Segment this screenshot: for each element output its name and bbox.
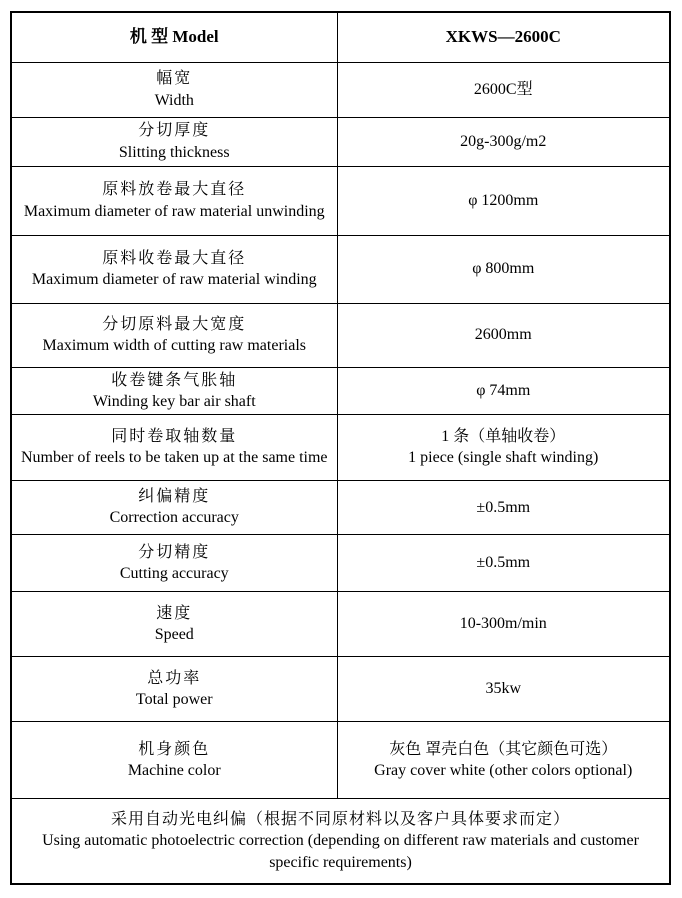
spec-value-cell (337, 303, 670, 367)
spec-label-en: Slitting thickness (118, 143, 230, 161)
spec-value: 灰色 罩壳白色（其它颜色可选） (389, 740, 618, 758)
model-header-value: XKWS—2600C (337, 12, 670, 62)
spec-value: ±0.5mm (476, 498, 531, 516)
spec-label-en: Maximum diameter of raw material winding (31, 271, 317, 288)
spec-label-cell (11, 591, 337, 656)
spec-value: 35kw (485, 680, 522, 698)
spec-label-en: Correction accuracy (109, 509, 239, 527)
spec-label-cell (11, 721, 337, 798)
table-row (11, 367, 670, 414)
spec-label-cell (11, 235, 337, 303)
spec-label-cell (11, 303, 337, 367)
spec-label-zh: 纠偏精度 (138, 488, 211, 506)
spec-label-en: Maximum diameter of raw material unwinding (23, 202, 325, 220)
spec-label-cell (11, 414, 337, 480)
spec-table (10, 11, 671, 885)
spec-value-cell (337, 480, 670, 534)
spec-value-cell (337, 62, 670, 117)
table-row (11, 480, 670, 534)
spec-label-cell (11, 166, 337, 235)
spec-label-zh: 收卷键条气胀轴 (111, 371, 238, 389)
spec-label-zh: 原料放卷最大直径 (102, 181, 247, 199)
spec-value: ±0.5mm (476, 554, 531, 572)
spec-value: φ 1200mm (468, 191, 539, 209)
spec-value: φ 74mm (476, 382, 531, 400)
spec-label-zh: 分切厚度 (138, 122, 211, 140)
spec-label-cell (11, 480, 337, 534)
spec-label-en: Number of reels to be taken up at the same time (20, 449, 328, 467)
table-row (11, 534, 670, 591)
spec-value-cell (337, 721, 670, 798)
table-row (11, 166, 670, 235)
spec-label-en: Machine color (127, 761, 221, 779)
spec-label-zh: 分切精度 (138, 543, 211, 561)
spec-label-cell (11, 534, 337, 591)
spec-value-cell (337, 166, 670, 235)
spec-label-zh: 原料收卷最大直径 (102, 249, 247, 267)
spec-value: 1 条（单轴收卷） (441, 428, 566, 446)
footer-note-cell (11, 798, 670, 884)
spec-value-cell (337, 117, 670, 166)
spec-value: φ 800mm (472, 260, 535, 278)
spec-label-zh: 机身颜色 (138, 740, 211, 758)
spec-label-cell (11, 62, 337, 117)
spec-value-line2: 1 piece (single shaft winding) (408, 449, 599, 467)
spec-value: 2600mm (474, 326, 532, 344)
spec-label-en: Cutting accuracy (119, 564, 229, 582)
spec-label-zh: 速度 (156, 604, 193, 622)
footer-note-en: Using automatic photoelectric correction (depending on different raw materials and customer specific requirements) (42, 832, 639, 871)
table-row (11, 414, 670, 480)
table-row (11, 656, 670, 721)
table-row (11, 303, 670, 367)
footer-note-zh: 采用自动光电纠偏（根据不同原材料以及客户具体要求而定） (110, 811, 570, 829)
table-row (11, 721, 670, 798)
spec-label-zh: 幅宽 (156, 70, 193, 88)
spec-label-en: Width (154, 91, 194, 109)
spec-label-cell (11, 367, 337, 414)
spec-label-cell (11, 656, 337, 721)
spec-value-cell (337, 591, 670, 656)
spec-label-en: Speed (154, 625, 194, 643)
spec-label-zh: 总功率 (147, 669, 202, 687)
spec-value-line2: Gray cover white (other colors optional) (374, 761, 633, 779)
model-header-label: 机 型 Model (11, 12, 337, 62)
table-row (11, 117, 670, 166)
footer-row (11, 798, 670, 884)
spec-value: 10-300m/min (459, 615, 547, 633)
spec-label-en: Winding key bar air shaft (92, 392, 256, 410)
spec-label-zh: 分切原料最大宽度 (102, 315, 247, 333)
spec-value: 2600C型 (473, 80, 533, 98)
spec-value-cell (337, 656, 670, 721)
header-row (11, 12, 670, 62)
spec-value-cell (337, 534, 670, 591)
spec-label-zh: 同时卷取轴数量 (111, 428, 238, 446)
table-row (11, 62, 670, 117)
spec-value-cell (337, 235, 670, 303)
spec-label-cell (11, 117, 337, 166)
table-row (11, 591, 670, 656)
table-row (11, 235, 670, 303)
spec-label-en: Total power (135, 690, 213, 708)
spec-value: 20g-300g/m2 (460, 132, 547, 150)
spec-value-cell (337, 367, 670, 414)
spec-value-cell (337, 414, 670, 480)
spec-label-en: Maximum width of cutting raw materials (42, 337, 306, 354)
